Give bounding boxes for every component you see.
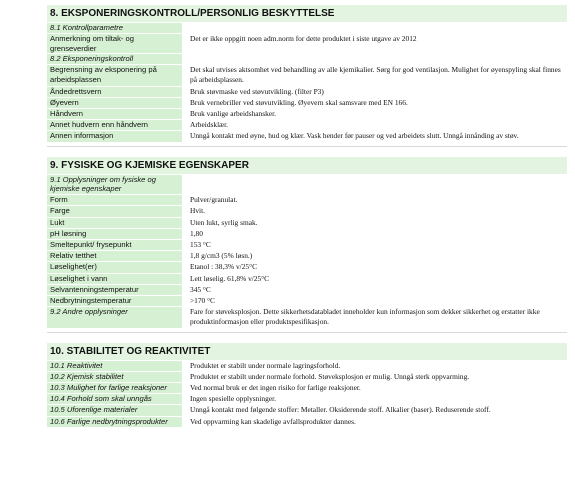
row-value: 153 °C <box>190 240 211 250</box>
row-value: Bruk vanlige arbeidshansker. <box>190 109 276 118</box>
row-value: Produktet er stabilt under normale forhold. Støveksplosjon er mulig. Unngå sterk oppvarming. <box>190 371 470 381</box>
table-row <box>47 262 567 272</box>
table-row <box>47 195 567 205</box>
safety-data-sheet-page <box>47 0 567 428</box>
row-label: Farge <box>47 206 182 216</box>
row-value: Ved normal bruk er det ingen risiko for farlige reaksjoner. <box>190 383 361 393</box>
row-value: Hvit. <box>190 206 205 216</box>
row-label: Åndedrettsvern <box>47 87 182 97</box>
row-value: 345 °C <box>190 284 211 294</box>
section-table <box>47 360 567 428</box>
row-label: 9.1 Opplysninger om fysiske og kjemiske egenskaper <box>47 175 182 195</box>
table-row <box>47 274 567 284</box>
table-row <box>47 34 567 54</box>
row-value: Det er ikke oppgitt noen adm.norm for dette produktet i siste utgave av 2012 <box>190 33 417 43</box>
row-label: Lukt <box>47 218 182 228</box>
table-row <box>47 229 567 239</box>
section-table <box>47 174 567 329</box>
section-10 <box>47 343 567 428</box>
row-value: Pulver/granulat. <box>190 195 238 205</box>
section-header: 9. FYSISKE OG KJEMISKE EGENSKAPER <box>47 157 567 174</box>
table-row <box>47 251 567 261</box>
table-row <box>47 131 567 141</box>
row-value: 1,8 g/cm3 (5% løsn.) <box>190 251 253 261</box>
row-value <box>188 54 567 64</box>
row-label: Øyevern <box>47 98 182 108</box>
section-9 <box>47 157 567 333</box>
row-value: Bruk støvmaske ved støvutvikling. (filter P3) <box>190 86 324 96</box>
row-label: 8.2 Eksponeringskontroll <box>47 54 182 64</box>
row-label: 9.2 Andre opplysninger <box>47 307 182 327</box>
row-value <box>188 175 567 195</box>
row-label: Selvantenningstemperatur <box>47 285 182 295</box>
table-row <box>47 405 567 415</box>
row-value: Uten lukt, syrlig smak. <box>190 217 258 227</box>
row-label: 8.1 Kontrollparametre <box>47 23 182 33</box>
table-row <box>47 87 567 97</box>
row-value: Arbeidsklær. <box>190 120 228 130</box>
row-value: Produktet er stabilt under normale lagringsforhold. <box>190 360 341 370</box>
table-row <box>47 54 567 64</box>
row-value: >170 °C <box>190 296 215 306</box>
table-row <box>47 285 567 295</box>
section-header: 8. EKSPONERINGSKONTROLL/PERSONLIG BESKYTTELSE <box>47 5 567 22</box>
row-label: Relativ tetthet <box>47 251 182 261</box>
section-table <box>47 22 567 143</box>
row-value: Unngå kontakt med følgende stoffer: Metaller. Oksiderende stoff. Alkalier (baser). Reduserende stoff. <box>190 405 491 415</box>
row-label: 10.4 Forhold som skal unngås <box>47 394 182 404</box>
table-row <box>47 372 567 382</box>
row-label: Anmerkning om tiltak- og grenseverdier <box>47 34 182 54</box>
section-8 <box>47 5 567 147</box>
table-row <box>47 307 567 327</box>
row-label: Smeltepunkt/ frysepunkt <box>47 240 182 250</box>
table-row <box>47 394 567 404</box>
row-value: Ingen spesielle opplysninger. <box>190 394 277 404</box>
row-value: 1,80 <box>190 228 203 238</box>
table-row <box>47 120 567 130</box>
table-row <box>47 240 567 250</box>
table-row <box>47 23 567 33</box>
row-label: Nedbrytningstemperatur <box>47 296 182 306</box>
row-label: 10.5 Uforenlige materialer <box>47 405 182 415</box>
row-value: Lett løselig. 61,8% v/25°C <box>190 273 270 283</box>
row-label: pH løsning <box>47 229 182 239</box>
table-row <box>47 65 567 85</box>
row-label: Løselighet i vann <box>47 274 182 284</box>
table-row <box>47 361 567 371</box>
row-label: Annen informasjon <box>47 131 182 141</box>
table-row <box>47 109 567 119</box>
row-value: Fare for støveksplosjon. Dette sikkerhetsdatabladet inneholder kun informasjon som dekker sikkerhet og erstatter ikke produktinformasjon eller produktspesifikasjon. <box>190 307 540 327</box>
row-value: Unngå kontakt med øyne, hud og klær. Vask hender før pauser og ved arbeidets slutt. Unngå innånding av støv. <box>190 131 519 141</box>
table-row <box>47 175 567 195</box>
table-row <box>47 206 567 216</box>
table-row <box>47 383 567 393</box>
row-value <box>188 23 567 33</box>
row-label: Annet hudvern enn håndvern <box>47 120 182 130</box>
row-label: 10.6 Farlige nedbrytningsprodukter <box>47 417 182 427</box>
row-value: Etanol : 38,3% v/25°C <box>190 262 258 272</box>
row-label: Håndvern <box>47 109 182 119</box>
section-header: 10. STABILITET OG REAKTIVITET <box>47 343 567 360</box>
table-row <box>47 296 567 306</box>
row-label: 10.1 Reaktivitet <box>47 361 182 371</box>
table-row <box>47 98 567 108</box>
table-row <box>47 417 567 427</box>
row-label: Begrensning av eksponering på arbeidsplassen <box>47 65 182 85</box>
row-label: 10.3 Mulighet for farlige reaksjoner <box>47 383 182 393</box>
row-value: Det skal utvises aktsomhet ved behandling av alle kjemikalier. Sørg for god ventilasjon. Mulighet for øyenspyling skal finnes på arbeidsplassen. <box>190 65 561 85</box>
table-row <box>47 218 567 228</box>
row-label: Form <box>47 195 182 205</box>
row-label: Løselighet(er) <box>47 262 182 272</box>
row-value: Ved oppvarming kan skadelige avfallsprodukter dannes. <box>190 416 356 426</box>
row-value: Bruk vernebriller ved støvutvikling. Øyevern skal samsvare med EN 166. <box>190 97 408 107</box>
row-label: 10.2 Kjemisk stabilitet <box>47 372 182 382</box>
